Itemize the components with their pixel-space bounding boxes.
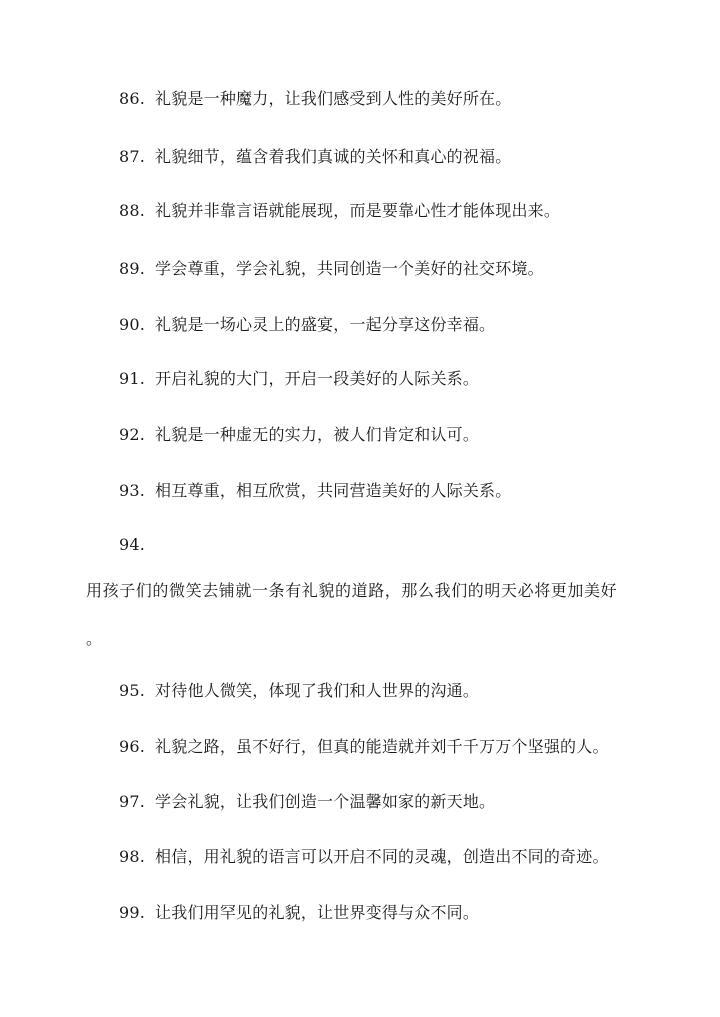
list-item [119, 791, 495, 813]
list-item [119, 258, 544, 280]
item-number: 92. [119, 425, 146, 444]
list-item [119, 424, 479, 446]
item-text: 礼貌细节，蕴含着我们真诚的关怀和真心的祝福。 [155, 147, 512, 166]
list-item [119, 534, 155, 556]
item-number: 98. [119, 847, 146, 866]
item-text: 开启礼貌的大门，开启一段美好的人际关系。 [155, 369, 480, 388]
item-text: 让我们用罕见的礼貌，让世界变得与众不同。 [155, 903, 480, 922]
item-text: 对待他人微笑，体现了我们和人世界的沟通。 [155, 681, 480, 700]
list-item [119, 680, 479, 702]
list-item [119, 902, 479, 924]
item-number: 97. [119, 792, 146, 811]
item-text: 礼貌是一场心灵上的盛宴，一起分享这份幸福。 [155, 315, 496, 334]
item-text: 礼貌并非靠言语就能展现，而是要靠心性才能体现出来。 [155, 201, 561, 220]
item-number: 90. [119, 315, 146, 334]
item-text: 学会尊重，学会礼貌，共同创造一个美好的社交环境。 [155, 259, 544, 278]
item-number: 91. [119, 369, 146, 388]
list-item [119, 480, 511, 502]
item-number: 93. [119, 481, 146, 500]
list-item [119, 146, 511, 168]
item-text-line: 。 [86, 629, 103, 648]
list-item [119, 200, 560, 222]
item-number: 88. [119, 201, 146, 220]
list-item [119, 368, 479, 390]
item-number: 87. [119, 147, 146, 166]
item-text: 相互尊重，相互欣赏，共同营造美好的人际关系。 [155, 481, 512, 500]
list-item [119, 88, 511, 110]
item-text: 学会礼貌，让我们创造一个温馨如家的新天地。 [155, 792, 496, 811]
item-number: 99. [119, 903, 146, 922]
item-text: 礼貌是一种虚无的实力，被人们肯定和认可。 [155, 425, 480, 444]
item-text: 相信，用礼貌的语言可以开启不同的灵魂，创造出不同的奇迹。 [155, 847, 609, 866]
list-item [119, 736, 609, 758]
list-item [119, 314, 495, 336]
item-number: 86. [119, 89, 146, 108]
item-number: 94. [119, 535, 146, 554]
item-text: 礼貌是一种魔力，让我们感受到人性的美好所在。 [155, 89, 512, 108]
item-text-line: 用孩子们的微笑去铺就一条有礼貌的道路，那么我们的明天必将更加美好 [86, 581, 618, 600]
item-number: 89. [119, 259, 146, 278]
list-item [119, 846, 609, 868]
item-text: 礼貌之路，虽不好行，但真的能造就并刘千千万万个坚强的人。 [155, 737, 609, 756]
item-number: 95. [119, 681, 146, 700]
item-number: 96. [119, 737, 146, 756]
